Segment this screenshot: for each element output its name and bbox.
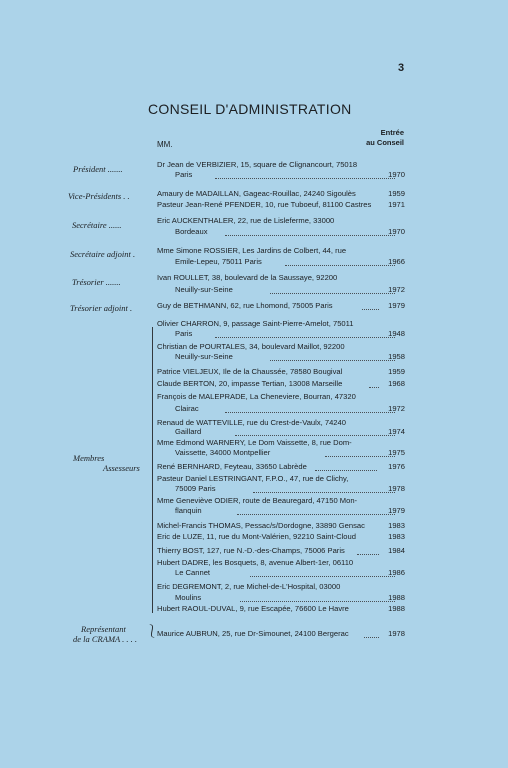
member-text: Eric de LUZE, 11, rue du Mont-Valérien, 92210 Saint-Cloud [157, 532, 356, 541]
entry-year: 1978 [388, 629, 405, 638]
entry-year: 1968 [388, 379, 405, 388]
member-text: Le Cannet [175, 568, 211, 577]
dot-leader [225, 235, 395, 236]
role-tresorier-adjoint: Trésorier adjoint . [70, 303, 133, 313]
dot-leader [250, 576, 395, 577]
entry-year: 1972 [388, 285, 405, 294]
dot-leader [253, 492, 395, 493]
dot-leader [315, 470, 377, 471]
member-text: Hubert DADRE, les Bosquets, 8, avenue Albert-1er, 06110 [157, 558, 354, 567]
role-assesseurs: Assesseurs [103, 463, 140, 473]
dot-leader [362, 309, 379, 310]
dot-leader [364, 637, 379, 638]
dot-leader [240, 601, 395, 602]
dot-leader [270, 293, 395, 294]
dot-leader [235, 435, 395, 436]
member-text: Pasteur Jean-René PFENDER, 10, rue Tuboeuf, 81100 Castres [157, 200, 372, 209]
member-text: Neuilly-sur-Seine [175, 285, 233, 294]
dot-leader [215, 178, 395, 179]
member-text: Amaury de MADAILLAN, Gageac-Rouillac, 24240 Sigoulès [157, 189, 356, 198]
member-text: Michel-Francis THOMAS, Pessac/s/Dordogne, 33890 Gensac [157, 521, 365, 530]
member-text: Mme Geneviève ODIER, route de Beauregard, 47150 Mon- [157, 496, 358, 505]
member-text: Hubert RAOUL-DUVAL, 9, rue Escapée, 76600 Le Havre [157, 604, 349, 613]
page-title: CONSEIL D'ADMINISTRATION [148, 101, 352, 117]
member-text: 75009 Paris [175, 484, 216, 493]
member-text: Eric AUCKENTHALER, 22, rue de Lisleferme, 33000 [157, 216, 335, 225]
entry-year: 1983 [388, 521, 405, 530]
role-tresorier: Trésorier ....... [72, 277, 121, 287]
member-text: Paris [175, 170, 193, 179]
dot-leader [225, 412, 395, 413]
entry-year: 1986 [388, 568, 405, 577]
member-text: Bordeaux [175, 227, 208, 236]
member-text: Dr Jean de VERBIZIER, 15, square de Clignancourt, 75018 [157, 160, 358, 169]
role-vice-presidents: Vice-Présidents . . [68, 191, 130, 201]
entry-year: 1976 [388, 462, 405, 471]
entry-year: 1978 [388, 484, 405, 493]
member-text: Neuilly-sur-Seine [175, 352, 233, 361]
member-text: Thierry BOST, 127, rue N.-D.-des-Champs, 75006 Paris [157, 546, 345, 555]
member-text: Ivan ROULLET, 38, boulevard de la Saussaye, 92200 [157, 273, 338, 282]
dot-leader [325, 456, 395, 457]
entry-year: 1970 [388, 227, 405, 236]
entry-year: 1988 [388, 604, 405, 613]
member-text: Clairac [175, 404, 199, 413]
member-text: Claude BERTON, 20, impasse Tertian, 13008 Marseille [157, 379, 343, 388]
entry-year: 1984 [388, 546, 405, 555]
crama-brace: ⎱ [146, 624, 159, 638]
membres-bracket [148, 327, 153, 613]
role-membres: Membres [73, 453, 105, 463]
entry-year: 1972 [388, 404, 405, 413]
member-text: Paris [175, 329, 193, 338]
role-president: Président ....... [73, 164, 123, 174]
member-text: Gaillard [175, 427, 202, 436]
member-text: Patrice VIELJEUX, Ile de la Chaussée, 78580 Bougival [157, 367, 343, 376]
member-text: Maurice AUBRUN, 25, rue Dr-Simounet, 24100 Bergerac [157, 629, 349, 638]
dot-leader [369, 387, 379, 388]
member-text: Pasteur Daniel LESTRINGANT, F.P.O., 47, rue de Clichy, [157, 474, 349, 483]
dot-leader [215, 337, 395, 338]
dot-leader [357, 554, 379, 555]
member-text: René BERNHARD, Feyteau, 33650 Labrède [157, 462, 307, 471]
entry-year: 1974 [388, 427, 405, 436]
entry-year: 1971 [388, 200, 405, 209]
entry-year: 1966 [388, 257, 405, 266]
dot-leader [285, 265, 395, 266]
entry-year: 1983 [388, 532, 405, 541]
member-text: Moulins [175, 593, 202, 602]
entry-year: 1988 [388, 593, 405, 602]
member-text: Mme Edmond WARNERY, Le Dom Vaissette, 8, rue Dom- [157, 438, 352, 447]
entry-year: 1979 [388, 301, 405, 310]
entree-label: Entrée [380, 128, 404, 137]
entry-year: 1970 [388, 170, 405, 179]
mm-label: MM. [157, 140, 173, 149]
page-number: 3 [398, 62, 405, 74]
member-text: Emile-Lepeu, 75011 Paris [175, 257, 262, 266]
member-text: flanquin [175, 506, 202, 515]
member-text: François de MALEPRADE, La Cheneviere, Bourran, 47320 [157, 392, 356, 401]
role-secretaire-adjoint: Secrétaire adjoint . [70, 249, 136, 259]
member-text: Christian de POURTALES, 34, boulevard Maillot, 92200 [157, 342, 345, 351]
role-de-la-crama: de la CRAMA . . . . [73, 634, 138, 644]
member-text: Eric DEGREMONT, 2, rue Michel-de-L'Hospital, 03000 [157, 582, 341, 591]
role-representant: Représentant [81, 624, 126, 634]
member-text: Guy de BETHMANN, 62, rue Lhomond, 75005 Paris [157, 301, 333, 310]
au-conseil-label: au Conseil [366, 138, 404, 147]
member-text: Vaissette, 34000 Montpellier [175, 448, 271, 457]
role-secretaire: Secrétaire ...... [72, 220, 122, 230]
entry-year: 1979 [388, 506, 405, 515]
entry-year: 1959 [388, 367, 405, 376]
entry-year: 1975 [388, 448, 405, 457]
entry-year: 1948 [388, 329, 405, 338]
member-text: Mme Simone ROSSIER, Les Jardins de Colbert, 44, rue [157, 246, 347, 255]
entry-year: 1959 [388, 189, 405, 198]
entry-year: 1958 [388, 352, 405, 361]
dot-leader [237, 514, 395, 515]
entree-header [358, 128, 404, 148]
dot-leader [270, 360, 395, 361]
member-text: Renaud de WATTEVILLE, rue du Crest-de-Vaulx, 74240 [157, 418, 346, 427]
member-text: Olivier CHARRON, 9, passage Saint-Pierre-Amelot, 75011 [157, 319, 354, 328]
